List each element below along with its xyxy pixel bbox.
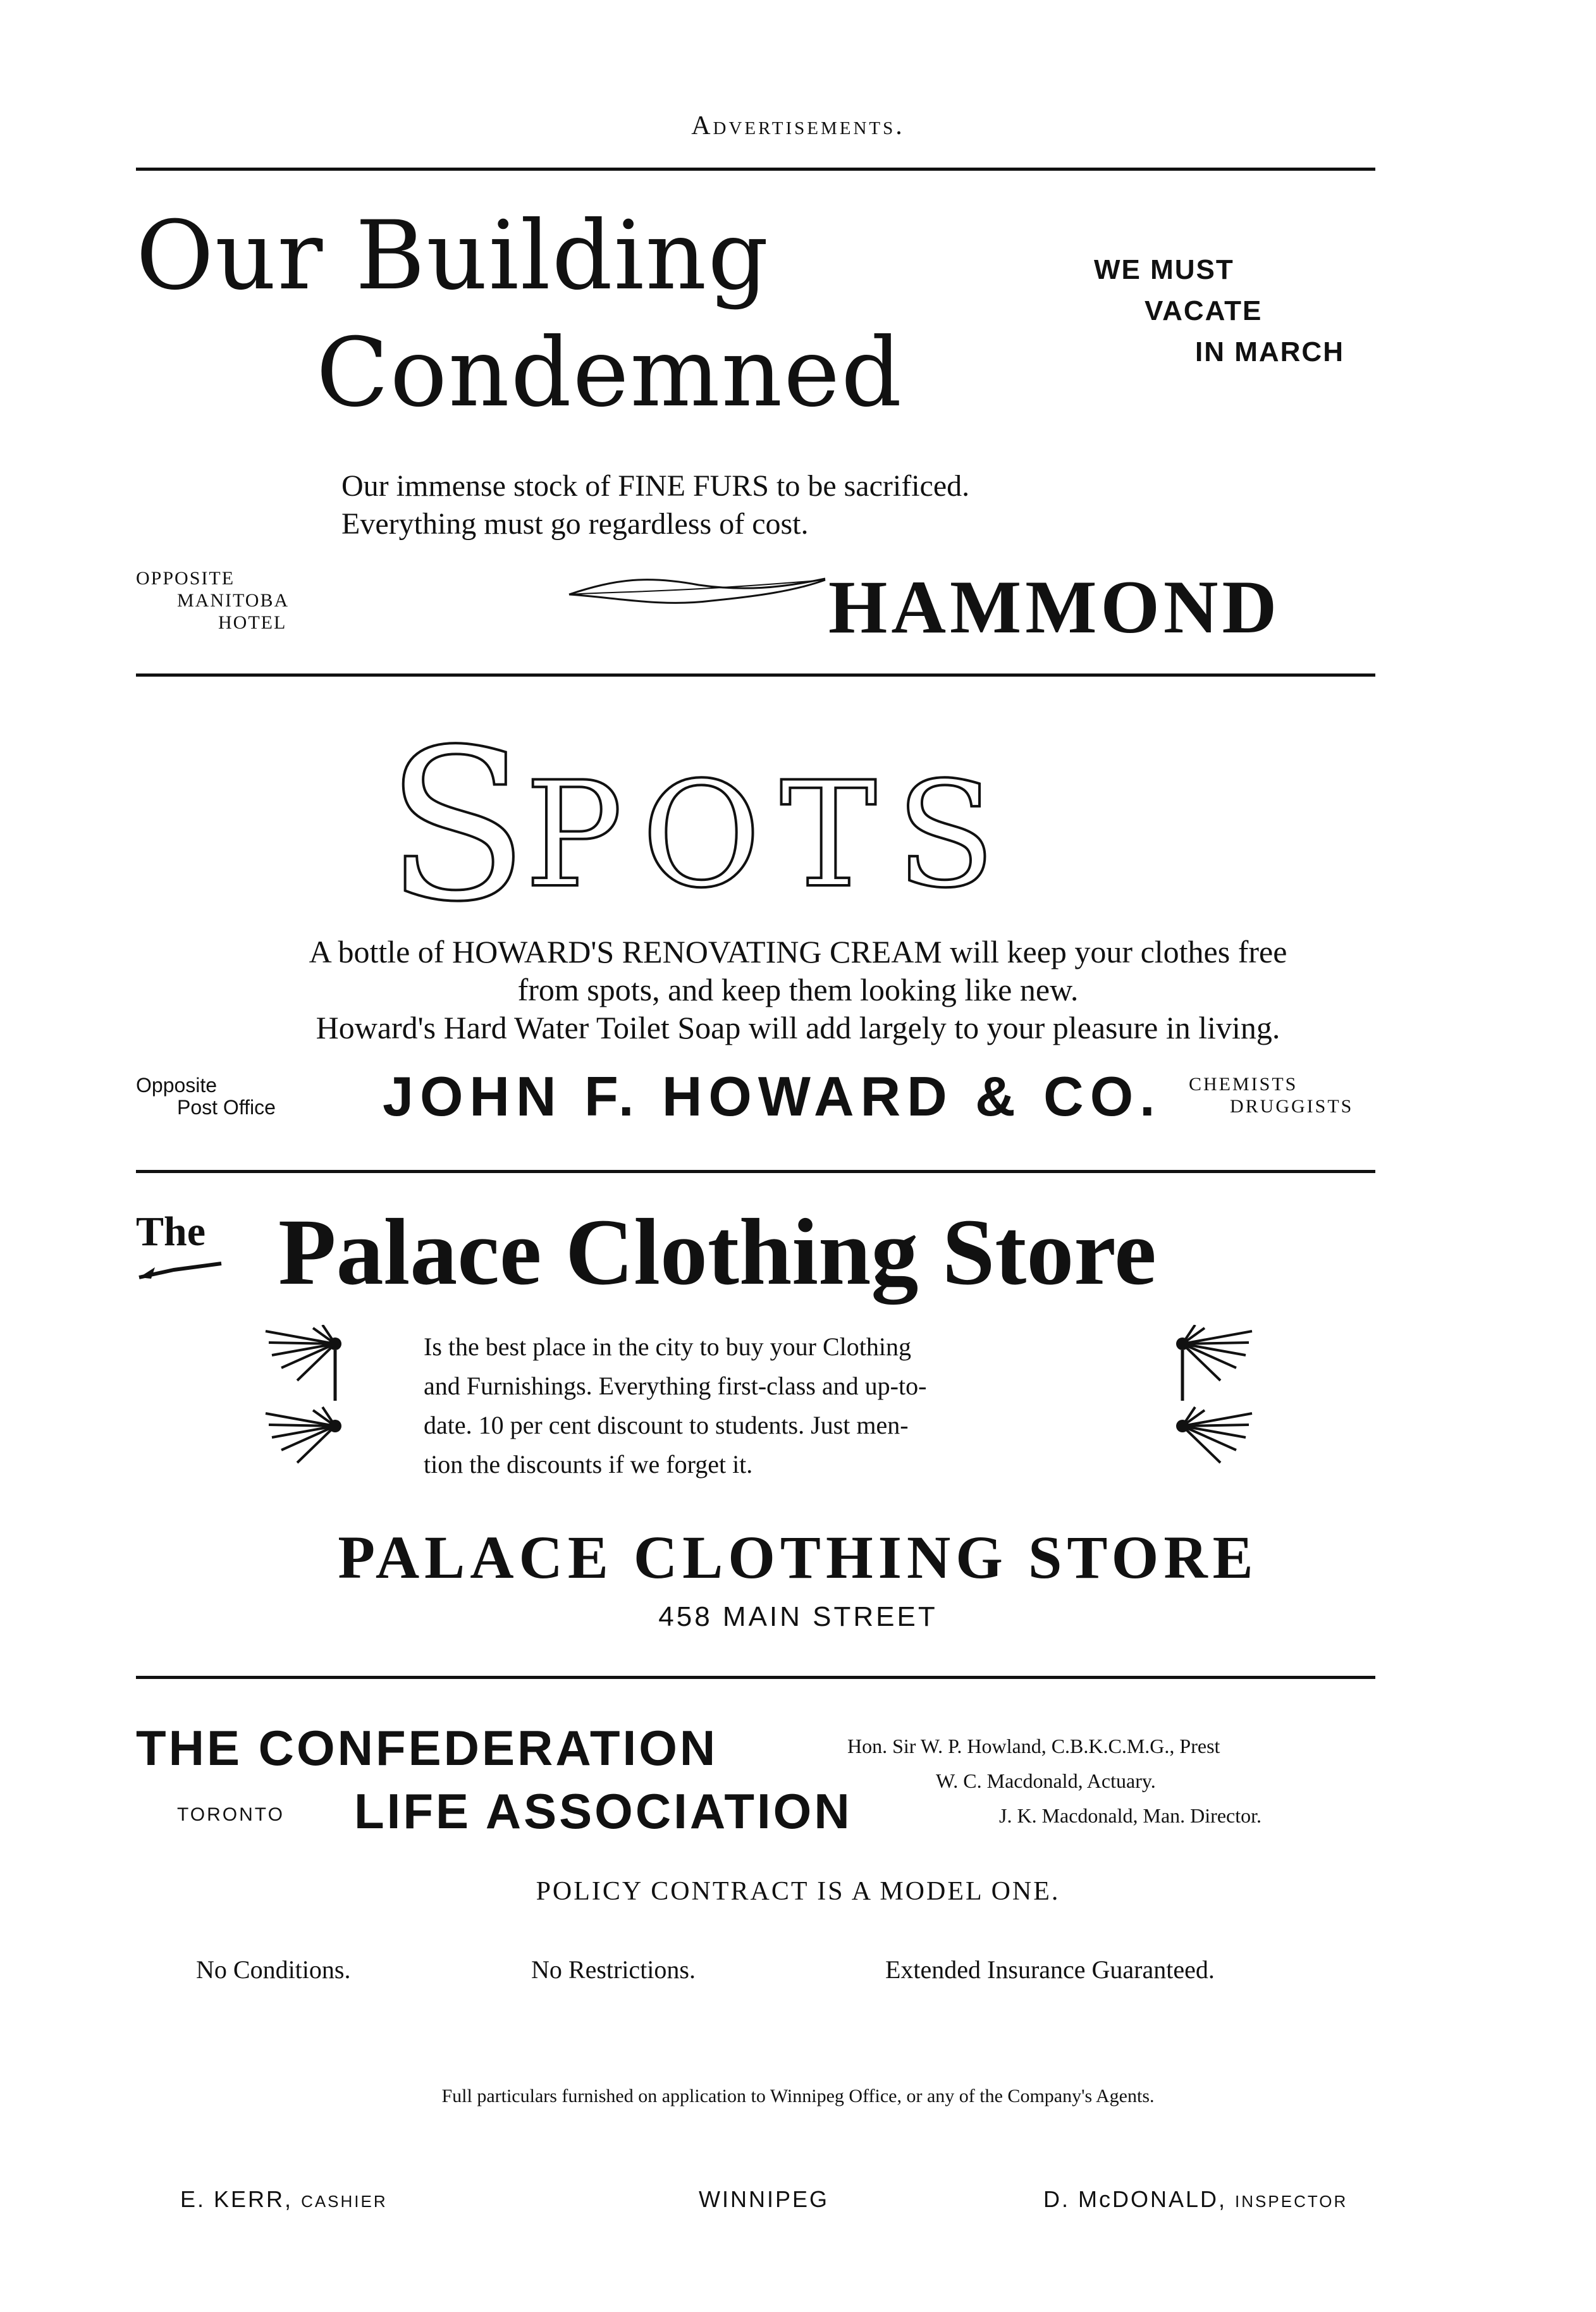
feature-no-conditions: No Conditions. xyxy=(196,1955,351,1984)
policy-line: POLICY CONTRACT IS A MODEL ONE. xyxy=(536,1877,1060,1906)
footer-right-title: INSPECTOR xyxy=(1235,2192,1348,2211)
hammond-location-line3: HOTEL xyxy=(218,612,287,633)
palace-body-line3: date. 10 per cent discount to students. Just men- xyxy=(424,1411,909,1439)
confederation-officer1: Hon. Sir W. P. Howland, C.B.K.C.M.G., Prest xyxy=(847,1735,1220,1757)
confederation-name-line2: LIFE ASSOCIATION xyxy=(354,1783,852,1839)
footer-center: WINNIPEG xyxy=(699,2186,830,2212)
flourish-arrow-icon xyxy=(566,572,832,617)
spots-body-line3: Howard's Hard Water Toilet Soap will add largely to your pleasure in living. xyxy=(316,1010,1280,1045)
vacate-line3: IN MARCH xyxy=(1195,336,1344,367)
palace-body-line4: tion the discounts if we forget it. xyxy=(424,1450,753,1479)
spots-location-line2: Post Office xyxy=(177,1096,276,1119)
feature-no-restrictions: No Restrictions. xyxy=(531,1955,696,1984)
confederation-name-line1: THE CONFEDERATION xyxy=(136,1720,718,1776)
palace-the: The xyxy=(136,1208,206,1255)
hammond-headline-line1: Our Building xyxy=(136,201,770,311)
footer-left xyxy=(180,2188,388,2211)
confederation-city: TORONTO xyxy=(177,1804,285,1825)
particulars-line: Full particulars furnished on application to Winnipeg Office, or any of the Company's Agents. xyxy=(441,2086,1155,2106)
feature-extended-insurance: Extended Insurance Guaranteed. xyxy=(885,1955,1215,1984)
spots-headline-s: S xyxy=(386,715,529,923)
fleuron-right-icon xyxy=(1163,1325,1265,1496)
confederation-officer3: J. K. Macdonald, Man. Director. xyxy=(999,1804,1262,1827)
divider xyxy=(136,1170,1375,1173)
spots-trade-line2: DRUGGISTS xyxy=(1230,1096,1354,1117)
hammond-body-line1: Our immense stock of FINE FURS to be sacrificed. xyxy=(341,469,970,503)
confederation-officer2: W. C. Macdonald, Actuary. xyxy=(936,1769,1156,1792)
vacate-line1: WE MUST xyxy=(1094,254,1234,285)
palace-body-line2: and Furnishings. Everything first-class and up-to- xyxy=(424,1372,927,1400)
vacate-line2: VACATE xyxy=(1145,295,1263,326)
palace-body-line1: Is the best place in the city to buy your Clothing xyxy=(424,1332,911,1361)
hammond-headline-line2: Condemned xyxy=(316,318,904,428)
footer-right xyxy=(1043,2188,1347,2211)
divider xyxy=(136,168,1375,171)
running-head: Advertisements. xyxy=(691,111,905,140)
palace-address: 458 MAIN STREET xyxy=(658,1601,938,1632)
spots-body-line2: from spots, and keep them looking like new. xyxy=(517,972,1079,1007)
hammond-body-line2: Everything must go regardless of cost. xyxy=(341,507,809,541)
footer-right-name: D. McDONALD, xyxy=(1043,2186,1227,2212)
spots-body-line1: A bottle of HOWARD'S RENOVATING CREAM will keep your clothes free xyxy=(309,934,1287,969)
hammond-location-line1: OPPOSITE xyxy=(136,568,235,589)
palace-signature: PALACE CLOTHING STORE xyxy=(338,1523,1258,1591)
spots-trade-line1: CHEMISTS xyxy=(1189,1074,1298,1095)
footer-left-name: E. KERR, xyxy=(180,2186,293,2212)
spots-headline-art xyxy=(379,715,1094,923)
howard-signature: JOHN F. HOWARD & CO. xyxy=(383,1065,1162,1128)
fleuron-left-icon xyxy=(253,1325,354,1496)
spots-headline-rest: POTS xyxy=(525,751,1015,920)
hammond-signature: HAMMOND xyxy=(828,565,1281,649)
spots-location-line1: Opposite xyxy=(136,1074,218,1097)
palace-headline: Palace Clothing Store xyxy=(278,1200,1157,1305)
hammond-location-line2: MANITOBA xyxy=(177,590,290,611)
swash-arrow-icon xyxy=(136,1258,224,1284)
footer-left-title: CASHIER xyxy=(301,2192,388,2211)
divider xyxy=(136,1676,1375,1679)
divider xyxy=(136,673,1375,677)
